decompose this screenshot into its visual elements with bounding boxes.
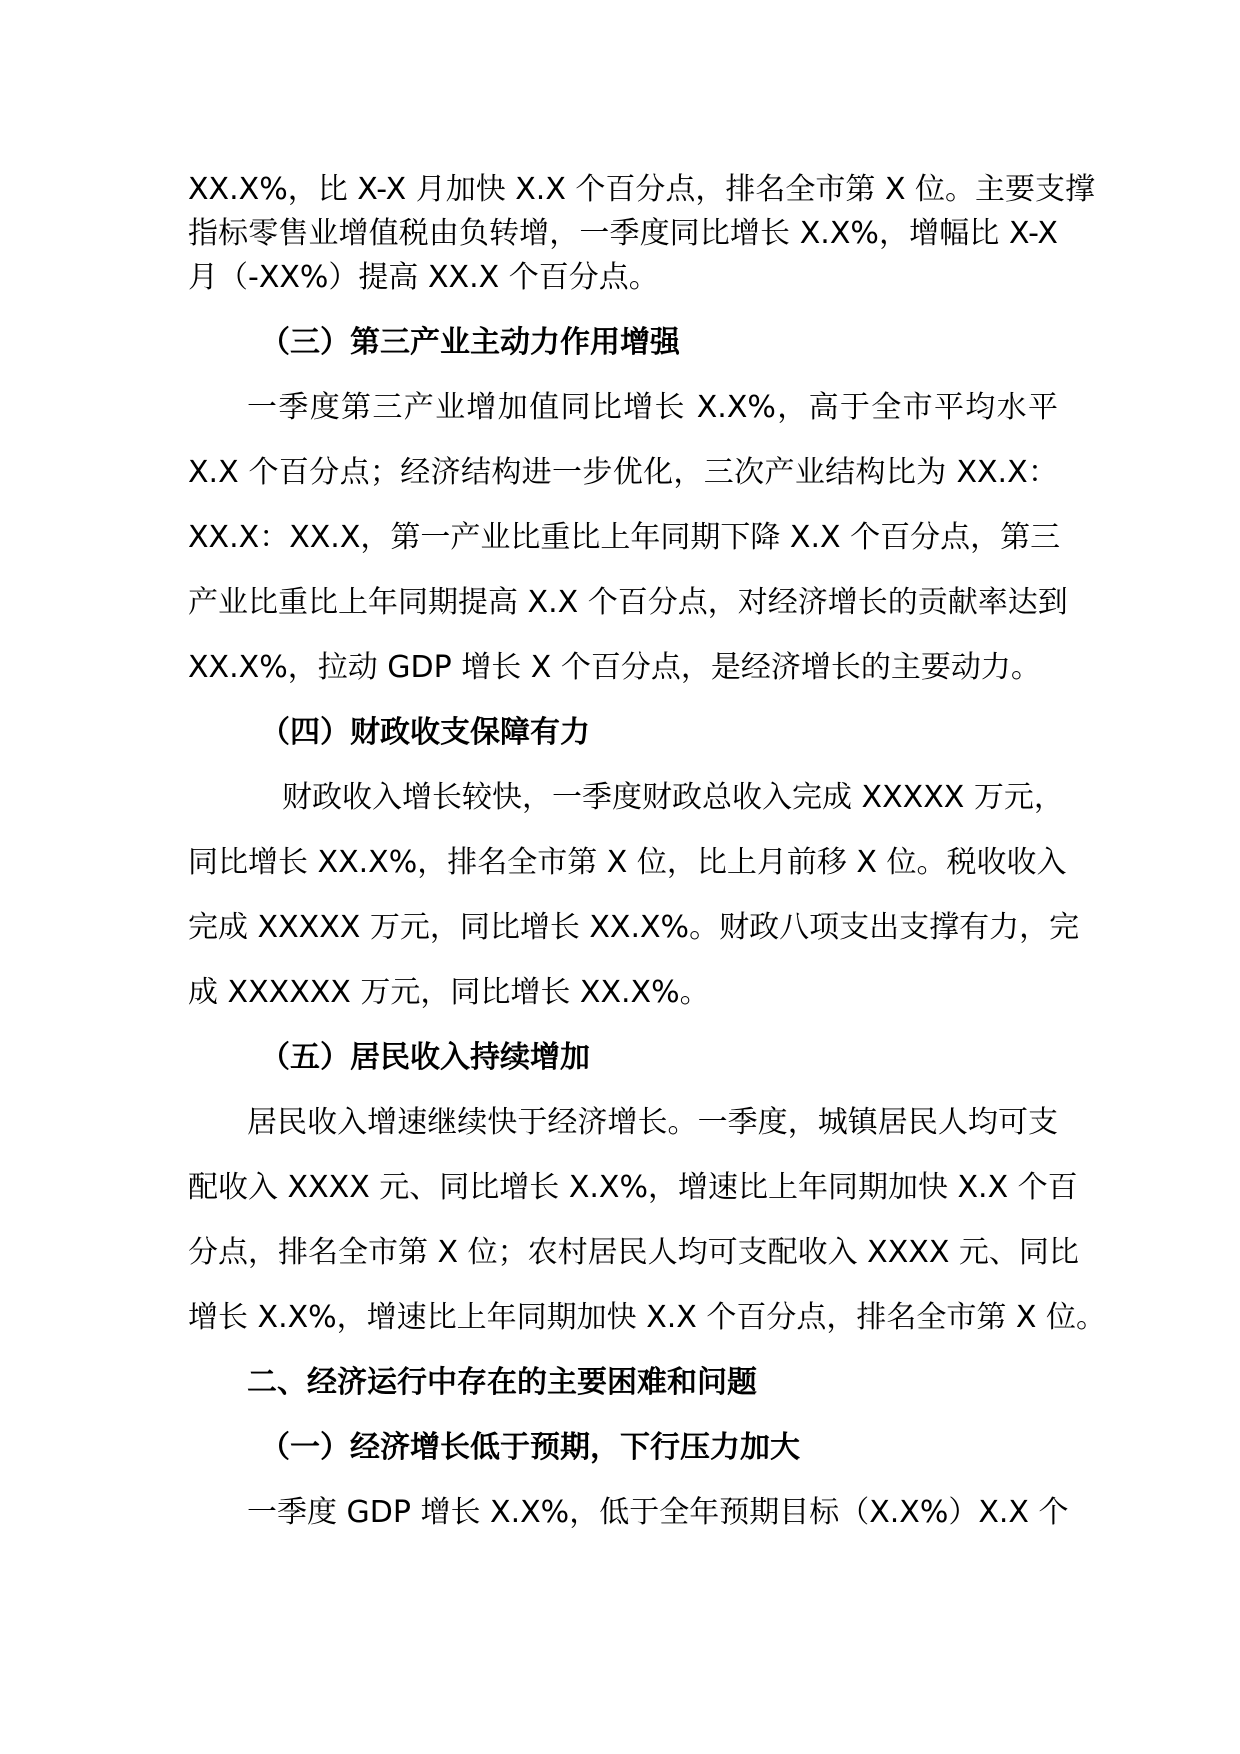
section-heading: （一）经济增长低于预期，下行压力加大	[260, 1430, 800, 1465]
paragraph-line: 同比增长 XX.X%，排名全市第 X 位，比上月前移 X 位。税收收入	[188, 845, 1067, 880]
paragraph-line: 产业比重比上年同期提高 X.X 个百分点，对经济增长的贡献率达到	[188, 585, 1068, 620]
paragraph-line: 成 XXXXXX 万元，同比增长 XX.X%。	[188, 975, 710, 1010]
section-heading: （五）居民收入持续增加	[260, 1040, 590, 1075]
paragraph-line: 居民收入增速继续快于经济增长。一季度，城镇居民人均可支	[247, 1105, 1058, 1140]
paragraph-line: 财政收入增长较快，一季度财政总收入完成 XXXXX 万元，	[282, 780, 1064, 815]
paragraph-line: XX.X%，拉动 GDP 增长 X 个百分点，是经济增长的主要动力。	[188, 650, 1041, 685]
paragraph-line: 一季度 GDP 增长 X.X%，低于全年预期目标（X.X%）X.X 个	[247, 1495, 1069, 1530]
paragraph-line: 配收入 XXXX 元、同比增长 X.X%，增速比上年同期加快 X.X 个百	[188, 1170, 1078, 1205]
paragraph-line: X.X 个百分点；经济结构进一步优化，三次产业结构比为 XX.X：	[188, 455, 1058, 490]
paragraph-line: 月（-XX%）提高 XX.X 个百分点。	[188, 260, 659, 295]
paragraph-line: 指标零售业增值税由负转增，一季度同比增长 X.X%，增幅比 X-X	[188, 216, 1058, 251]
paragraph-line: 分点，排名全市第 X 位；农村居民人均可支配收入 XXXX 元、同比	[188, 1235, 1079, 1270]
paragraph-line: 完成 XXXXX 万元，同比增长 XX.X%。财政八项支出支撑有力，完	[188, 910, 1080, 945]
paragraph-line: 增长 X.X%，增速比上年同期加快 X.X 个百分点，排名全市第 X 位。	[188, 1300, 1107, 1335]
section-heading: （三）第三产业主动力作用增强	[260, 325, 680, 360]
paragraph-line: XX.X%，比 X-X 月加快 X.X 个百分点，排名全市第 X 位。主要支撑	[188, 172, 1096, 207]
paragraph-line: 一季度第三产业增加值同比增长 X.X%，高于全市平均水平	[247, 390, 1058, 425]
paragraph-line: XX.X：XX.X，第一产业比重比上年同期下降 X.X 个百分点，第三	[188, 520, 1061, 555]
chapter-heading: 二、经济运行中存在的主要困难和问题	[247, 1365, 757, 1400]
section-heading: （四）财政收支保障有力	[260, 715, 590, 750]
